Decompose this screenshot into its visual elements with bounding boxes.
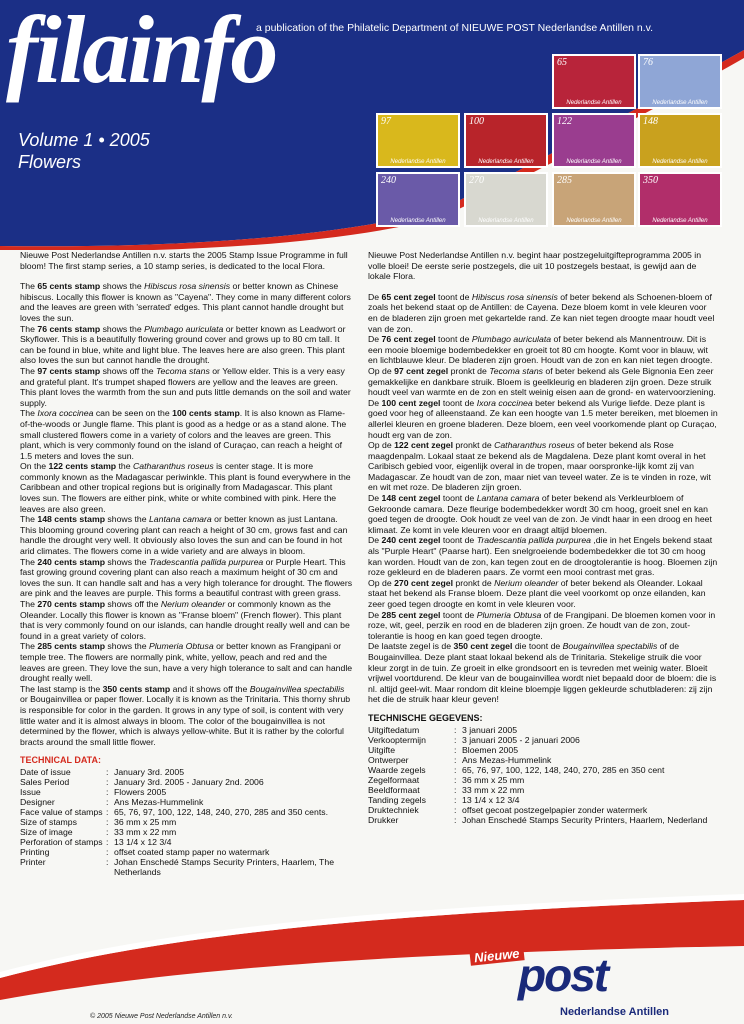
separator: : — [106, 846, 109, 857]
text: On the — [20, 461, 49, 472]
brand-post-logo: post — [518, 949, 608, 1001]
theme-label: Flowers — [18, 151, 82, 172]
text: of beter bekend als Mannentrouw. Dit is een mooie bloemige bodembedekker en groeit tot 80 cm hoogte. Komt voor in blauw, wit en lichtblauwe kleur. De bladeren zijn groen. Houdt van de zon en kan niet tegen droogte. — [368, 334, 713, 366]
stamp-label: 97 cent zegel — [394, 365, 449, 376]
species-name: Catharanthus roseus — [494, 440, 575, 451]
text: of beter bekend als Oleander. Lokaal staat het bekend als Franse bloem. Deze plant die veel voorkomt op onze eilanden, kan zeer goed tegen droogte en komt in vele kleuren voor. — [368, 577, 706, 609]
text: beter bekend als Vurige liefde. Deze plant is goed voor heg of alleenstaand. Ze kan een hoogte van 1.5 meter bereiken, met bloemen in allerlei kleuren en groene bladeren. Deze bloem, een veel voorkomende plant op Curaçao, houdt erg van de zon. — [368, 397, 718, 440]
field-label: Ontwerper — [368, 754, 409, 765]
field-value: 33 mm x 22 mm — [114, 826, 177, 837]
paragraph — [20, 324, 354, 366]
paragraph — [368, 535, 718, 577]
field-value: Johan Enschedé Stamps Security Printers, Haarlem, Nederland — [462, 814, 708, 825]
text: toont de — [440, 397, 477, 408]
species-name: Plumeria Obtusa — [148, 641, 214, 652]
text: or better known as Leadwort or Skyflower. This is a beautifully flowering ground cover and grows up to 80 cm tall. It can be found in blue, white and light blue. The leaves here are also green. This plant also loves the sun but cannot handle the drought. — [20, 323, 346, 366]
technical-data-title: TECHNICAL DATA: — [20, 755, 101, 766]
stamp-97 — [376, 113, 460, 168]
paragraph — [368, 366, 718, 398]
text: shows the — [105, 514, 149, 525]
text: pronkt de — [448, 365, 490, 376]
paragraph — [20, 281, 354, 323]
text: The — [20, 365, 38, 376]
field-label: Zegelformaat — [368, 774, 420, 785]
species-name: Bougainvillea spectabilis — [562, 641, 658, 652]
brand-region: Nederlandse Antillen — [560, 1006, 670, 1018]
separator: : — [454, 744, 457, 755]
stamp-country: Nederlandse Antillen — [652, 100, 708, 106]
separator: : — [106, 816, 109, 827]
field-value: 65, 76, 97, 100, 122, 148, 240, 270, 285 en 350 cent — [462, 764, 665, 775]
stamp-label: 240 cent zegel — [381, 535, 441, 546]
stamp-label: 270 cent zegel — [394, 577, 454, 588]
paragraphs-en — [20, 281, 354, 747]
text: The — [20, 599, 38, 609]
stamp-label: 76 cents stamp — [37, 323, 101, 334]
field-label: Designer — [20, 796, 55, 807]
stamp-270 — [464, 172, 548, 227]
stamp-country: Nederlandse Antillen — [566, 218, 622, 224]
stamp-label: 122 cents stamp — [48, 461, 117, 472]
paragraph — [20, 514, 354, 556]
table-row — [368, 765, 707, 775]
field-value: offset gecoat postzegelpapier zonder watermerk — [462, 804, 648, 815]
stamp-label: 240 cents stamp — [37, 556, 105, 567]
paragraph — [20, 366, 354, 408]
text: Op de — [368, 440, 395, 451]
stamp-label: 65 cents stamp — [37, 281, 101, 292]
text: shows the — [105, 641, 149, 652]
text: or Purple Heart. This fast growing ground covering plant can also reach a maximum height of 30 cm and loves the sun. It can handle salt and has a very high tolerance for drought. The flowers are pink and the leaves are purple. This forms a beautiful contrast with green grass. — [20, 556, 353, 599]
stamp-label: 100 cent zegel — [381, 397, 441, 408]
text: The — [20, 556, 38, 567]
text: of beter bekend als Gele Bignonia Een zeer gemakkelijke en dankbare struik. Bloem is geelkleurig en bladeren zijn groen. Deze struik houdt veel van warmte en de zon en stelt weinig eisen aan de grond- en watervoorziening. — [368, 365, 716, 398]
separator: : — [106, 836, 109, 847]
field-value: 36 mm x 25 mm — [114, 816, 177, 827]
text: of de Bougainvillea. Deze plant staat lokaal bekend als de Trinitaria. Stekelige struik die voor kleur zorgt in de tuin. Ze groeit in elke grondsoort en is tevreden met weinig water. Bloeit vrijwel voortdurend. De kleur van de bougainvillea wordt niet bepaald door de bloem: die is nl. altijd geel-wit. Maar rondom dit kleine bloempje liggen gekleurde schutbladeren: zij zijn het die de struik haar kleur geven! — [368, 641, 717, 705]
species-name: Tecoma stans — [156, 365, 210, 376]
species-name: Tradescantia pallida purpurea — [476, 535, 591, 546]
stamp-country: Nederlandse Antillen — [652, 159, 708, 165]
stamp-label: 285 cents stamp — [37, 641, 105, 652]
species-name: Nerium oleander — [160, 599, 226, 609]
field-value: 3 januari 2005 - 2 januari 2006 — [462, 734, 580, 745]
text: Op de — [368, 577, 395, 588]
stamp-label: 270 cents stamp — [37, 599, 105, 609]
field-label: Druktechniek — [368, 804, 419, 815]
footer-swoosh — [0, 860, 744, 1024]
separator: : — [106, 786, 109, 797]
stamp-148 — [638, 113, 722, 168]
species-name: Ixora coccinea — [476, 397, 533, 408]
text: or better known as Chinese hibiscus. Locally this flower is known as "Cayena". They come in many different colors and the leaves are green with 'serrated' edges. This plant cannot handle drought but loves the sun. — [20, 281, 351, 323]
paragraph — [368, 578, 718, 610]
stamp-value: 350 — [643, 175, 658, 186]
paragraph — [20, 408, 354, 461]
field-value: 65, 76, 97, 100, 122, 148, 240, 270, 285 and 350 cents. — [114, 806, 328, 817]
stamp-country: Nederlandse Antillen — [566, 159, 622, 165]
table-row — [368, 815, 707, 825]
stamp-country: Nederlandse Antillen — [478, 218, 534, 224]
text: De — [368, 397, 382, 408]
stamp-value: 240 — [381, 175, 396, 186]
field-value: 36 mm x 25 mm — [462, 774, 525, 785]
species-name: Hibiscus rosa sinensis — [144, 281, 231, 292]
filainfo-logo: filainfo — [6, 0, 276, 103]
paragraph — [368, 440, 718, 493]
species-name: Tradescantia pallida purpurea — [148, 556, 264, 567]
text: can be seen on the — [93, 408, 173, 419]
text: De — [368, 609, 382, 620]
english-column — [20, 250, 354, 877]
stamp-label: 350 cent zegel — [453, 641, 513, 652]
table-row — [368, 755, 707, 765]
field-label: Drukker — [368, 814, 399, 825]
field-value: 13 1/4 x 12 3/4 — [462, 794, 520, 805]
text: of beter bekend als Rose maagdenpalm. Lokaal staat ze bekend als de Magdalena. Deze plant komt overal in het Caribisch gebied voor, eigenlijk overal in de tropen, maar oorspronke-lijk komt zij van Madagascar. Ze houdt van de zon, maar niet van teveel water. Ze is te vinden in roze, wit en wit met roze. De bladeren zijn groen. — [368, 440, 711, 493]
text: shows the — [100, 281, 145, 292]
text: or Yellow elder. This is a very easy and grateful plant. It's trumpet shaped flowers are yellow and the leaves are green. This plant loves the warmth from the sun and puts little demands on the soil and water supply. — [20, 365, 351, 408]
species-name: Tecoma stans — [489, 365, 544, 376]
stamp-285 — [552, 172, 636, 227]
brand-nieuwe: Nieuwe — [469, 945, 524, 966]
field-label: Printing — [20, 846, 50, 857]
text: . It is also known as Flame-of-the-woods or Jungle flame. This plant is good as a hedge or as a stand alone. The small clustered flowers come in a variety of colors and the leaves are green. This plant, which is very commonly found on the island of Curaçao, can reach a height of 1.5 meters and loves the sun. — [20, 408, 347, 461]
text: The — [20, 323, 38, 334]
text: toont de — [435, 334, 472, 345]
field-label: Tanding zegels — [368, 794, 426, 805]
paragraph — [368, 610, 718, 642]
text: The — [20, 408, 38, 419]
separator: : — [454, 794, 457, 805]
text: The — [20, 641, 38, 652]
technische-gegevens-table — [368, 725, 707, 825]
field-value: offset coated stamp paper no watermark — [114, 846, 270, 857]
table-row — [368, 805, 707, 815]
text: De — [368, 535, 382, 546]
field-label: Face value of stamps — [20, 806, 103, 817]
table-row — [20, 777, 354, 787]
species-name: Lantana camara — [476, 493, 540, 504]
stamp-76 — [638, 54, 722, 109]
field-label: Date of issue — [20, 766, 71, 777]
text: the — [116, 461, 134, 472]
volume-title — [18, 130, 150, 173]
stamp-value: 122 — [557, 116, 572, 127]
text: shows the — [105, 556, 149, 567]
species-name: Ixora coccinea — [37, 408, 94, 419]
separator: : — [106, 826, 109, 837]
separator: : — [454, 784, 457, 795]
separator: : — [106, 766, 109, 777]
stamp-label: 350 cents stamp — [102, 683, 171, 694]
text: Op de — [368, 365, 395, 376]
stamp-65 — [552, 54, 636, 109]
field-value: January 3rd. 2005 - January 2nd. 2006 — [114, 776, 264, 787]
paragraph — [20, 599, 354, 641]
stamp-country: Nederlandse Antillen — [390, 218, 446, 224]
separator: : — [454, 774, 457, 785]
text: of beter bekend als Schoenen-bloem of zoals het bekend staat op de Antillen: de Cayena. Deze bloem komt in vele kleuren voor en de bladeren zijn groen met gekartelde rand. Ze kan niet tegen droogte maar houdt veel van de zon. — [368, 291, 715, 334]
field-value: 13 1/4 x 12 3/4 — [114, 836, 172, 847]
field-label: Size of image — [20, 826, 73, 837]
table-row — [368, 745, 707, 755]
separator: : — [454, 804, 457, 815]
field-value: 33 mm x 22 mm — [462, 784, 525, 795]
text: toont de — [440, 535, 477, 546]
species-name: Nerium oleander — [494, 577, 559, 588]
table-row — [20, 817, 354, 827]
stamp-240 — [376, 172, 460, 227]
stamp-value: 97 — [381, 116, 391, 127]
field-label: Waarde zegels — [368, 764, 426, 775]
stamp-350 — [638, 172, 722, 227]
paragraph — [20, 684, 354, 748]
text: or Bougainvillea or paper flower. Locally it is known as the Trinitaria. This thorny shrub is responsible for color in the garden. It grows in any type of soil, is content with very little water and it is almost always in bloom. The color of the bougainvillea is not determined by the flower, which is always yellow-white. But it is rather by the colorful bracts around the small little flower. — [20, 694, 351, 747]
stamp-label: 100 cents stamp — [172, 408, 240, 419]
species-name: Bougainvillea spectabilis — [249, 683, 345, 694]
paragraph — [368, 641, 718, 705]
stamp-country: Nederlandse Antillen — [652, 218, 708, 224]
separator: : — [106, 806, 109, 817]
table-row — [20, 827, 354, 837]
field-label: Printer — [20, 856, 46, 867]
text: shows off the — [105, 599, 161, 609]
text: The — [20, 281, 38, 292]
intro-nl: Nieuwe Post Nederlandse Antillen n.v. begint haar postzegeluitgifteprogramma 2005 in volle bloei! De eerste serie postzegels, die uit 10 postzegels bestaat, is gewijd aan de lokale Flora. — [368, 250, 702, 282]
tagline: a publication of the Philatelic Department of NIEUWE POST Nederlandse Antillen n.v. — [256, 22, 654, 34]
field-value: Ans Mezas-Hummelink — [114, 796, 204, 807]
table-row — [20, 847, 354, 857]
text: toont de — [440, 609, 477, 620]
stamp-122 — [552, 113, 636, 168]
paragraph — [20, 461, 354, 514]
separator: : — [454, 764, 457, 775]
stamp-label: 285 cent zegel — [381, 609, 441, 620]
stamp-label: 76 cent zegel — [381, 334, 436, 345]
species-name: Plumeria Obtusa — [476, 609, 542, 620]
field-label: Uitgiftedatum — [368, 724, 420, 735]
text: pronkt de — [453, 440, 495, 451]
field-label: Uitgifte — [368, 744, 396, 755]
text: of beter bekend als Verkleurbloem of Gekroonde camara. Deze fleurige bodembedekker wordt 30 cm hoog, groeit snel en kan goed tegen de droogte. Ook houdt ze veel van de zon. Je vindt haar in een droog en heet klimaat. Ze komt in vele kleuren voor en draagt altijd bloemen. — [368, 493, 712, 535]
stamp-label: 148 cents stamp — [37, 514, 105, 525]
stamp-value: 65 — [557, 57, 567, 68]
field-label: Size of stamps — [20, 816, 77, 827]
text: The last stamp is the — [20, 683, 103, 694]
field-value: Flowers 2005 — [114, 786, 167, 797]
dutch-column — [368, 250, 718, 825]
stamp-label: 122 cent zegel — [394, 440, 454, 451]
table-row — [368, 725, 707, 735]
stamp-label: 148 cent zegel — [381, 493, 441, 504]
field-value: January 3rd. 2005 — [114, 766, 185, 777]
text: die toont de — [512, 641, 563, 652]
species-name: Plumbago auriculata — [144, 323, 224, 334]
species-name: Hibiscus rosa sinensis — [471, 291, 558, 302]
stamp-value: 285 — [557, 175, 572, 186]
paragraph — [20, 557, 354, 599]
footer-graphic — [0, 860, 744, 1024]
stamp-country: Nederlandse Antillen — [478, 159, 534, 165]
table-row — [20, 807, 354, 817]
stamp-value: 148 — [643, 116, 658, 127]
separator: : — [454, 734, 457, 745]
paragraphs-nl — [368, 292, 718, 705]
stamp-100 — [464, 113, 548, 168]
text: shows the — [100, 323, 145, 334]
field-value: Ans Mezas-Hummelink — [462, 754, 552, 765]
table-row — [368, 785, 707, 795]
field-label: Issue — [20, 786, 41, 797]
text: De — [368, 493, 382, 504]
table-row — [368, 775, 707, 785]
table-row — [20, 837, 354, 847]
separator: : — [454, 754, 457, 765]
text: shows off the — [100, 365, 157, 376]
text: toont de — [440, 493, 477, 504]
stamp-label: 97 cents stamp — [37, 365, 101, 376]
copyright: © 2005 Nieuwe Post Nederlandse Antillen n.v. — [90, 1013, 233, 1020]
text: toont de — [435, 291, 472, 302]
field-label: Perforation of stamps — [20, 836, 103, 847]
field-value: Johan Enschedé Stamps Security Printers, Haarlem, The Netherlands — [114, 856, 335, 877]
text: ,die in het Engels bekend staat als "Purple Heart" (Paarse hart). Een snelgroeiende bodembedekker die tot 30 cm hoog kan worden. Houdt van de zon, kan tegen zout en de droogtolerantie is hoog. Bloemen zijn roze gekleurd en de bladeren paars. Ze vormt een mooi contrast met gras. — [368, 535, 718, 578]
stamp-value: 76 — [643, 57, 653, 68]
stamp-country: Nederlandse Antillen — [566, 100, 622, 106]
stamp-value: 100 — [469, 116, 484, 127]
intro-en: Nieuwe Post Nederlandse Antillen n.v. starts the 2005 Stamp Issue Programme in full bloom! The first stamp series, a 10 stamp series, is dedicated to the local Flora. — [20, 250, 348, 271]
species-name: Plumbago auriculata — [471, 334, 552, 345]
field-label: Beeldformaat — [368, 784, 420, 795]
field-label: Sales Period — [20, 776, 70, 787]
table-row — [368, 795, 707, 805]
table-row — [368, 735, 707, 745]
table-row — [20, 787, 354, 797]
text: De — [368, 334, 382, 345]
field-value: 3 januari 2005 — [462, 724, 518, 735]
stamp-country: Nederlandse Antillen — [390, 159, 446, 165]
paragraph — [20, 641, 354, 683]
technische-gegevens-title: TECHNISCHE GEGEVENS: — [368, 712, 483, 723]
separator: : — [106, 776, 109, 787]
text: The — [20, 514, 38, 525]
separator: : — [106, 856, 109, 867]
separator: : — [454, 814, 457, 825]
paragraph — [368, 292, 718, 334]
text: or commonly known as the Oleander. Locally this flower is known as "Franse bloem" (French flower). This plant that is very commonly found on our islands, can handle drought really well and can be found in a great variety of colors. — [20, 599, 350, 641]
text: is center stage. It is more commonly known as the Madagascar periwinkle. This plant is found everywhere in the Caribbean and other tropical regions but is originally from Madagascar. This plant loves sun. The flowers are either pink, white or white combined with pink. Here the leaves are also green. — [20, 461, 351, 514]
paragraph — [368, 493, 718, 535]
field-label: Verkooptermijn — [368, 734, 426, 745]
separator: : — [454, 724, 457, 735]
text: and it shows off the — [170, 683, 250, 694]
table-row — [20, 767, 354, 777]
text: or better known as just Lantana. This blooming ground covering plant can reach a height of 30 cm, grows fast and can handle the drought very well. It obviously also loves the sun and can be found in hot arid climates. The flowers come in a wide variety and are always in bloom. — [20, 514, 348, 557]
volume-label: Volume 1 • 2005 — [18, 130, 150, 150]
text: pronkt de — [453, 577, 495, 588]
paragraph — [368, 334, 718, 366]
paragraph — [368, 398, 718, 440]
separator: : — [106, 796, 109, 807]
species-name: Catharanthus roseus — [133, 461, 214, 472]
species-name: Lantana camara — [148, 514, 212, 525]
stamp-label: 65 cent zegel — [381, 291, 436, 302]
stamp-value: 270 — [469, 175, 484, 186]
text: De laatste zegel is de — [368, 641, 454, 652]
text: or better known as Frangipani or temple tree. The flowers are normally pink, white, yellow, peach and red and the leaves are green. They love the sun, have a very high tolerance to salt and can handle drought really well. — [20, 641, 353, 684]
field-value: Bloemen 2005 — [462, 744, 519, 755]
text: De — [368, 291, 382, 302]
table-row — [20, 797, 354, 807]
text: of de Frangipani. De bloemen komen voor in roze, wit, geel, perzik en rood en de bladeren zijn groen. Ze houdt van de zon, zout-tolerantie is hoog en kan goed tegen droogte. — [368, 609, 716, 641]
